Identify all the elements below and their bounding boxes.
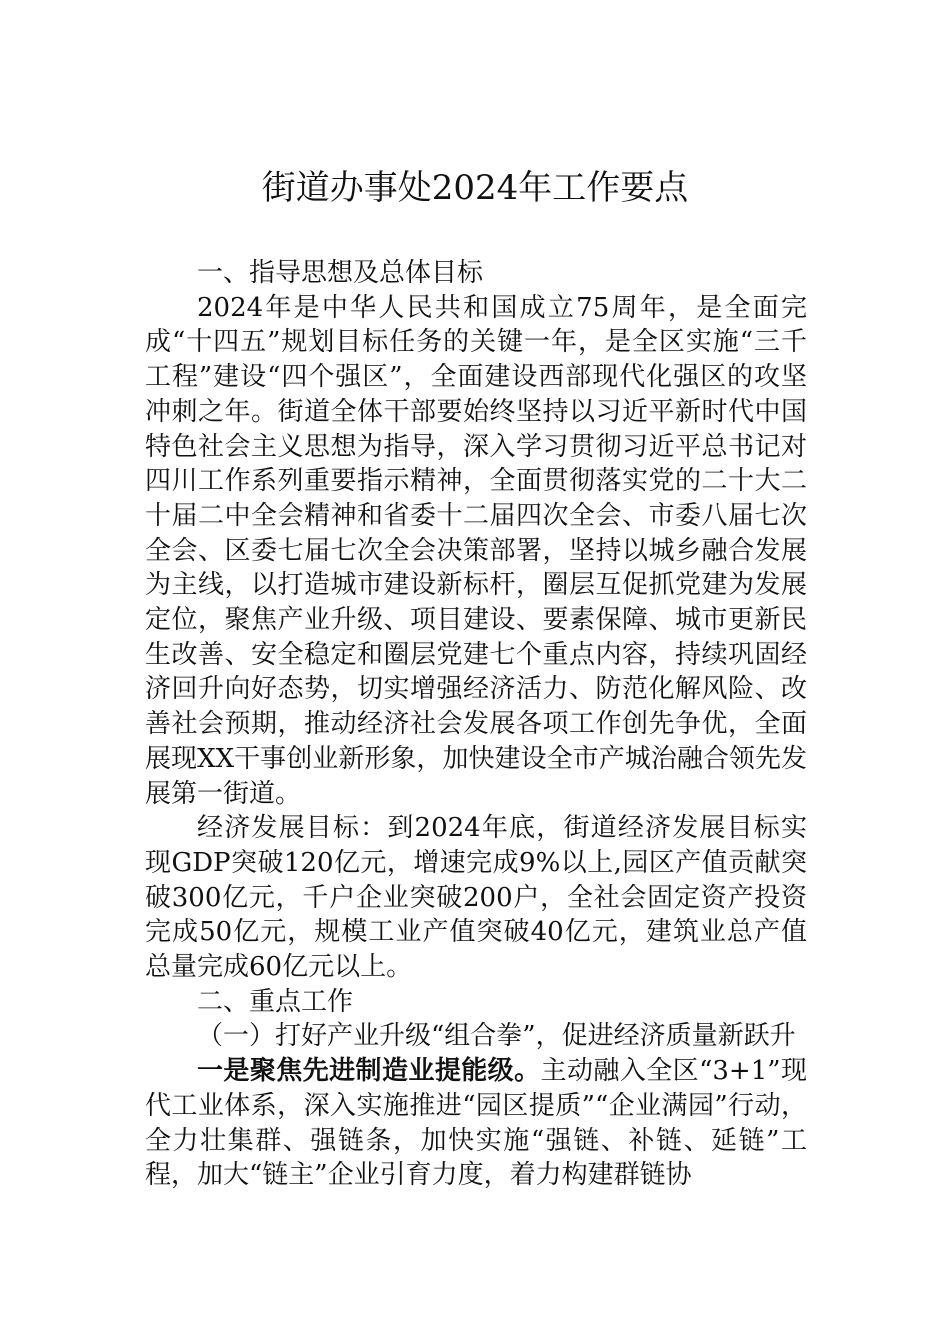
subsection-heading-1: （一）打好产业升级“组合拳”，促进经济质量新跃升 — [197, 1021, 796, 1052]
paragraph-guiding-thought: 2024年是中华人民共和国成立75周年，是全面完成“十四五”规划目标任务的关键一年，是全区实施“三千工程”建设“四个强区”，全面建设西部现代化强区的攻坚冲刺之年。街道全体干部要始终坚持以习近平新时代中国特色社会主义思想为指导，深入学习贯彻习近平总书记对四川工作系列重要指示精神，全面贯彻落实党的二十大二十届二中全会精神和省委十二届四次全会、市委八届七次全会、区委七届七次全会决策部署，坚持以城乡融合发展为主线，以打造城市建设新标杆，圈层互促抓党建为发展定位，聚焦产业升级、项目建设、要素保障、城市更新民生改善、安全稳定和圈层党建七个重点内容，持续巩固经济回升向好态势，切实增强经济活力、防范化解风险、改善社会预期，推动经济社会发展各项工作创先争优，全面展现XX干事创业新形象，加快建设全市产城治融合领先发展第一街道。 — [145, 292, 807, 809]
paragraph-economic-targets: 经济发展目标：到2024年底，街道经济发展目标实现GDP突破120亿元，增速完成9%以上,园区产值贡献突破300亿元，千户企业突破200户，全社会固定资产投资完成50亿元，规模工业产值突破40亿元，建筑业总产值总量完成60亿元以上。 — [145, 813, 807, 983]
paragraph-rest: 主动融入全区“3+1”现代工业体系，深入实施推进“园区提质”“企业满园”行动，全力壮集群、强链条，加快实施“强链、补链、延链”工程，加大“链主”企业引育力度，着力构建群链协 — [145, 1056, 807, 1191]
document-title: 街道办事处2024年工作要点 — [261, 168, 689, 208]
paragraph-lead-bold: 一是聚焦先进制造业提能级。 — [197, 1056, 541, 1087]
section-heading-1: 一、指导思想及总体目标 — [197, 258, 484, 288]
document-body — [145, 256, 807, 1193]
section-heading-2: 二、重点工作 — [197, 986, 354, 1017]
paragraph-manufacturing — [145, 1054, 807, 1193]
